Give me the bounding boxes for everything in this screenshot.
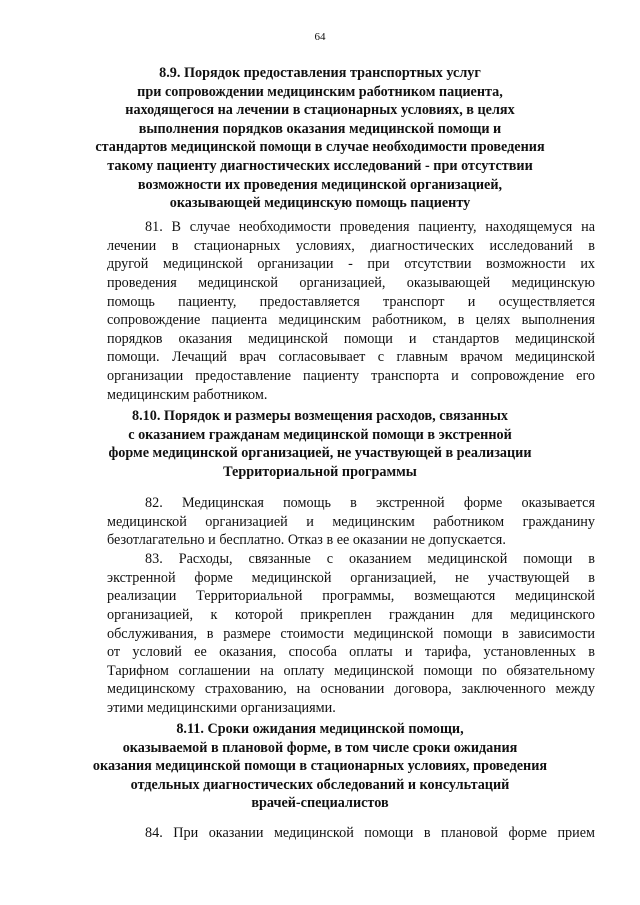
section-heading-8-9	[0, 64, 640, 213]
paragraph-line: проведения медицинской организацией, оказывающей медицинскую	[107, 274, 595, 291]
heading-line: оказываемой в плановой форме, в том числе сроки ожидания	[122, 739, 518, 756]
paragraph-line: организации предоставление пациенту транспорта и сопровождение его	[107, 368, 595, 385]
paragraph-line: помощи. Лечащий врач согласовывает с главным врачом медицинской	[107, 349, 595, 366]
heading-line: оказания медицинской помощи в стационарных условиях, проведения	[92, 758, 548, 775]
heading-line: возможности их проведения медицинской организацией,	[137, 176, 503, 193]
paragraph-line: другой медицинской организации - при отсутствии возможности их	[107, 256, 595, 273]
paragraph-line: 81. В случае необходимости проведения пациенту, находящемуся на	[145, 219, 595, 235]
page-number: 64	[314, 31, 326, 43]
heading-line: форме медицинской организацией, не участвующей в реализации	[108, 445, 532, 462]
paragraph-line: безотлагательно и бесплатно. Отказ в ее оказании не допускается.	[107, 532, 506, 549]
heading-line: 8.10. Порядок и размеры возмещения расходов, связанных	[131, 408, 509, 424]
heading-line: оказывающей медицинскую помощь пациенту	[169, 195, 471, 212]
paragraph-line: порядков оказания медицинской помощи и стандартов медицинской	[107, 330, 595, 347]
heading-line: 8.9. Порядок предоставления транспортных услуг	[159, 65, 481, 81]
heading-line: отдельных диагностических обследований и консультаций	[130, 776, 510, 793]
paragraph-line: 84. При оказании медицинской помощи в плановой форме прием	[145, 825, 595, 841]
heading-line: 8.11. Сроки ожидания медицинской помощи,	[176, 721, 464, 737]
heading-line: выполнения порядков оказания медицинской помощи и	[138, 120, 502, 137]
heading-line: при сопровождении медицинским работником пациента,	[137, 83, 503, 100]
paragraph-line: медицинским работником.	[107, 386, 268, 403]
paragraph-line: экстренной форме медицинской организацией, не участвующей в	[107, 569, 595, 586]
paragraph-line: помощь пациенту, предоставляется транспорт и осуществляется	[107, 293, 595, 310]
section-heading-8-10	[0, 407, 640, 481]
paragraph-line: Тарифном соглашении на оплату медицинской помощи по обязательному	[107, 662, 595, 679]
paragraph-line: медицинской организацией и медицинским работником гражданину	[107, 513, 595, 530]
paragraph-line: обслуживания, в размере стоимости медицинской помощи в зависимости	[107, 625, 595, 642]
heading-line: Территориальной программы	[223, 463, 417, 480]
heading-line: находящегося на лечении в стационарных условиях, в целях	[125, 102, 515, 119]
paragraph-line: лечении в стационарных условиях, диагностических исследований в	[107, 237, 595, 254]
paragraph-line: от условий ее оказания, способа оплаты и тарифа, установленных в	[107, 644, 595, 661]
paragraph-82	[107, 494, 595, 550]
heading-line: врачей-специалистов	[251, 795, 389, 812]
paragraph-line: 83. Расходы, связанные с оказанием медицинской помощи в	[145, 551, 595, 567]
paragraph-line: этими медицинскими организациями.	[107, 700, 336, 717]
paragraph-84	[107, 824, 595, 843]
heading-line: такому пациенту диагностических исследований - при отсутствии	[107, 157, 533, 174]
paragraph-83	[107, 550, 595, 718]
heading-line: с оказанием гражданам медицинской помощи в экстренной	[128, 426, 512, 443]
paragraph-line: организацией, к которой прикреплен гражданин для медицинского	[107, 606, 595, 623]
paragraph-line: сопровождение пациента медицинским работником, в целях выполнения	[107, 312, 595, 329]
paragraph-line: 82. Медицинская помощь в экстренной форме оказывается	[145, 495, 595, 511]
paragraph-81	[107, 218, 595, 404]
paragraph-line: реализации Территориальной программы, возмещаются медицинской	[107, 588, 595, 605]
section-heading-8-11	[0, 720, 640, 813]
heading-line: стандартов медицинской помощи в случае необходимости проведения	[95, 139, 545, 156]
paragraph-line: медицинскому страхованию, на основании договора, заключенного между	[107, 681, 595, 698]
